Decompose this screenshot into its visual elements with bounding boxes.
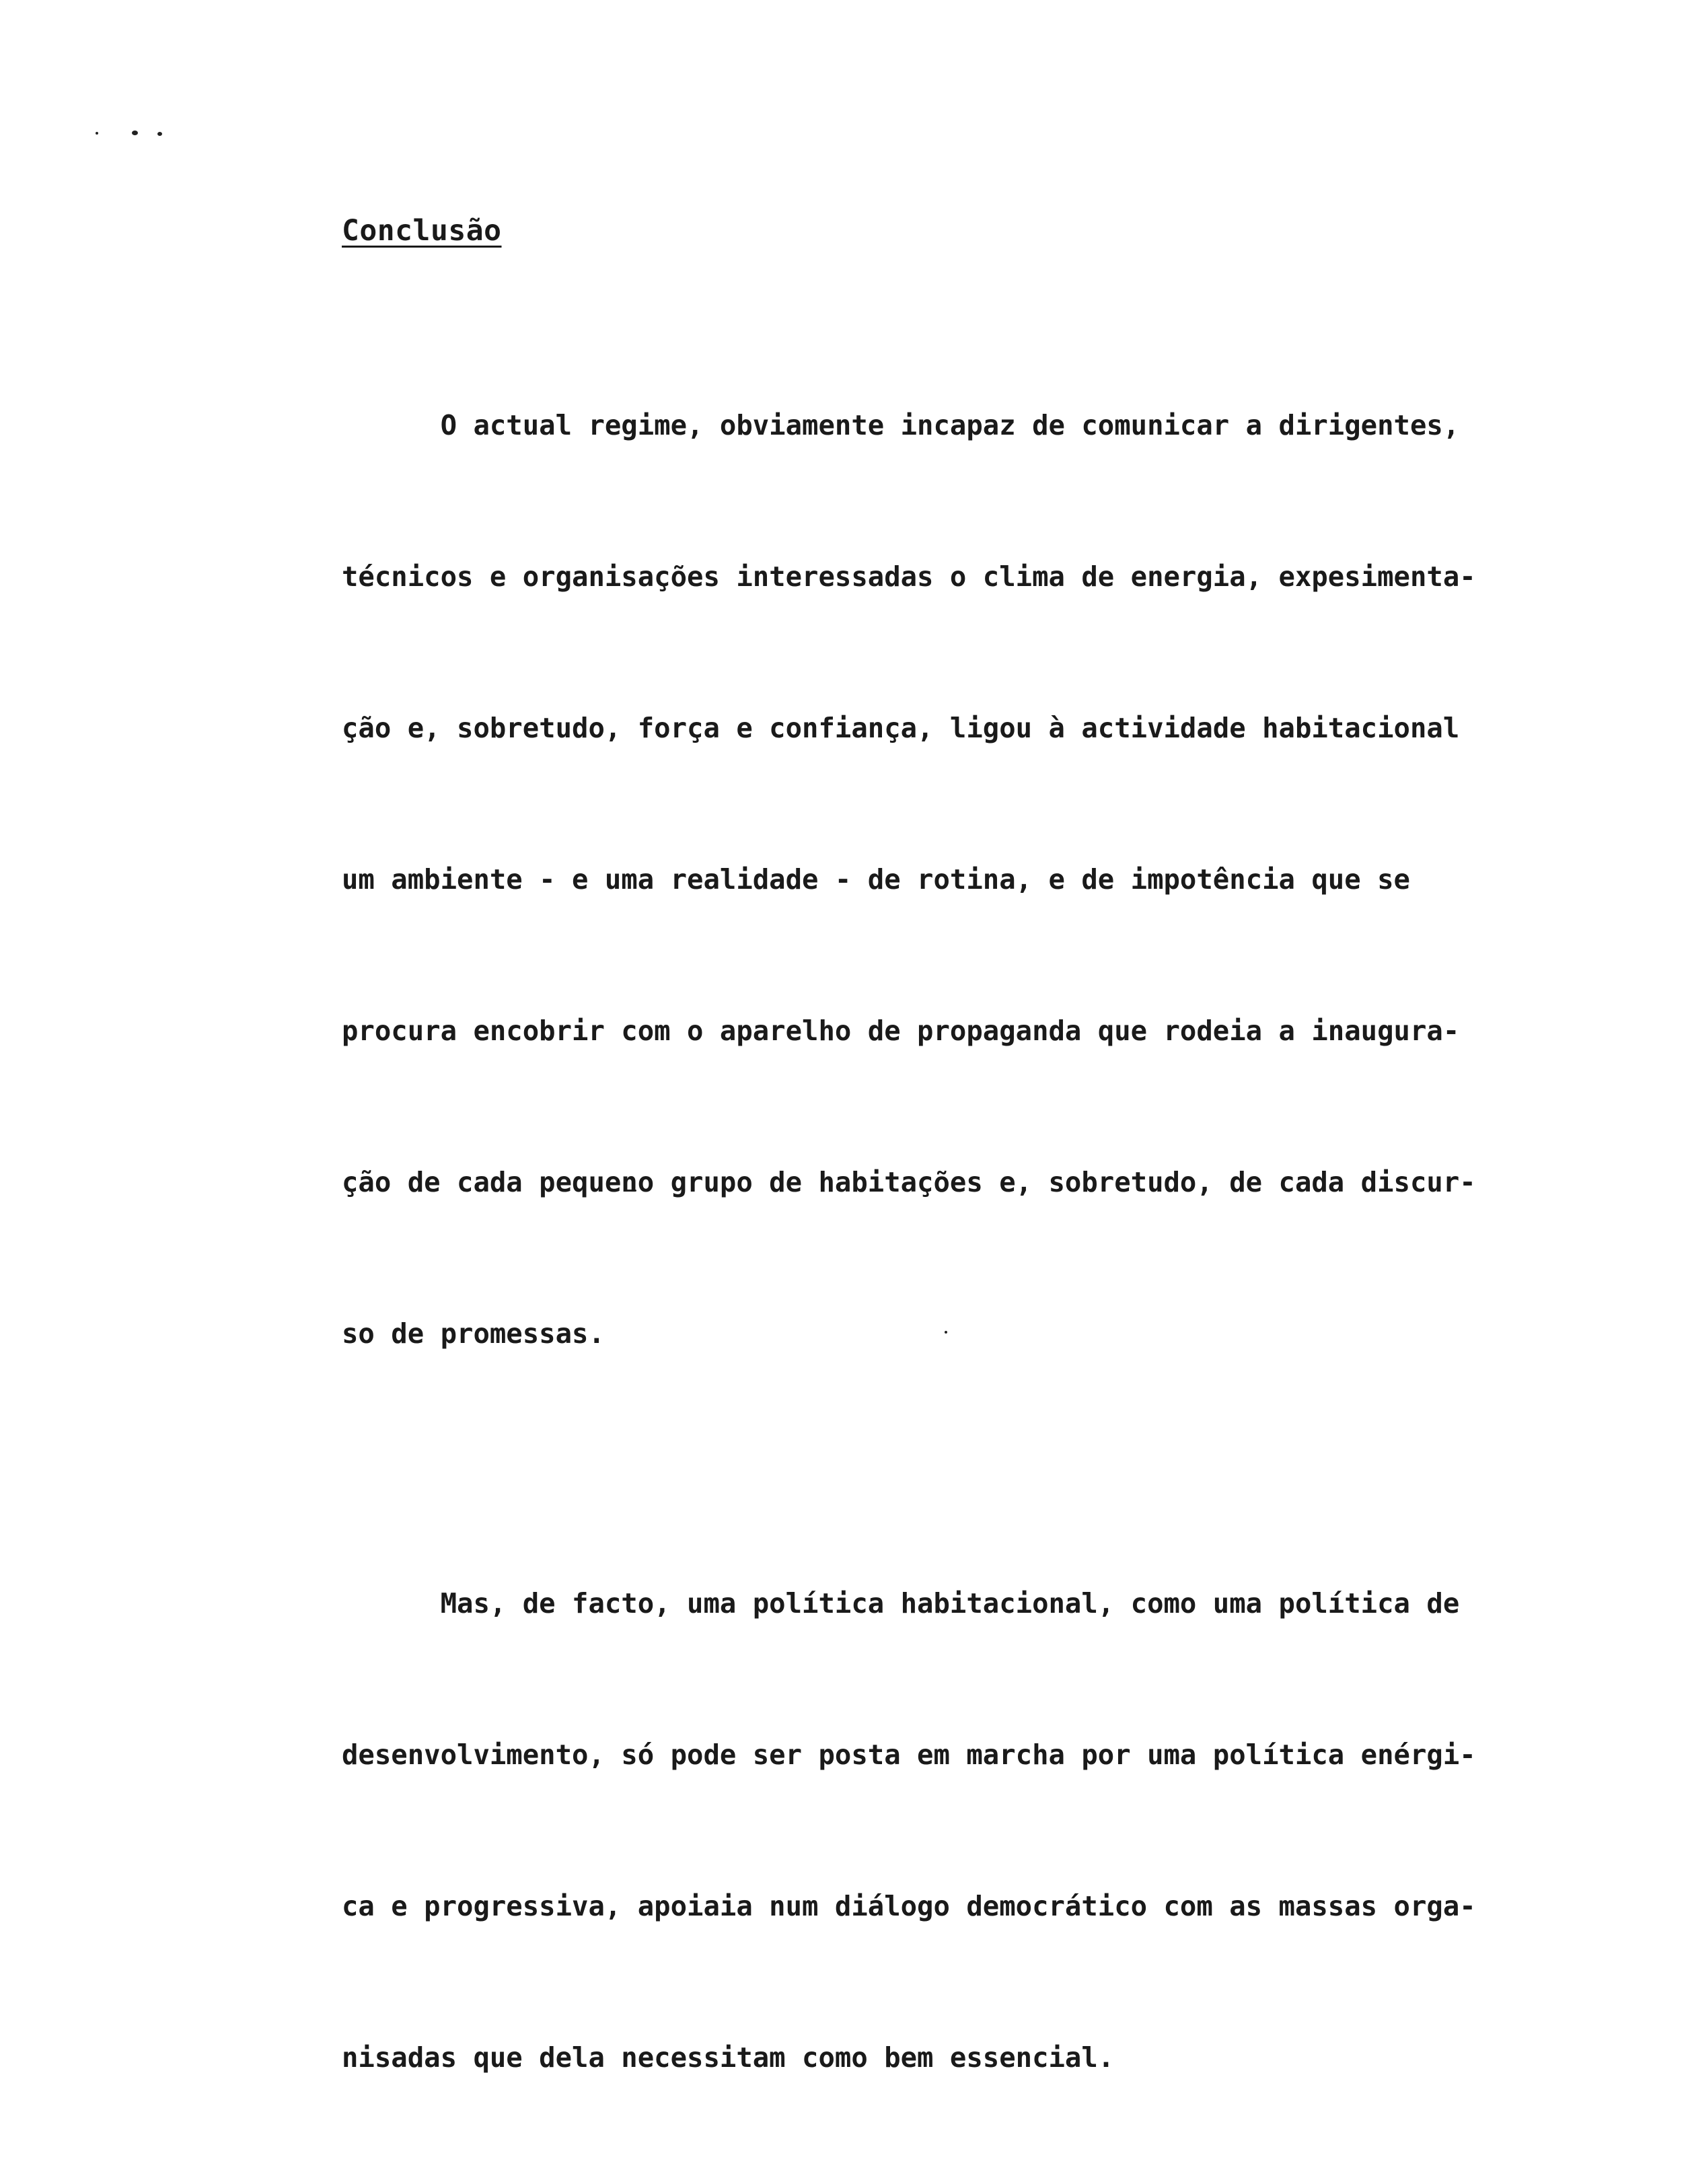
paragraph: [342, 1478, 1607, 2184]
scan-speck: [96, 132, 98, 135]
text-line: nisadas que dela necessitam como bem essencial.: [342, 2041, 1115, 2074]
text-line: O actual regime, obviamente incapaz de comunicar a dirigentes,: [342, 409, 1460, 441]
text-line: ção de cada pequeno grupo de habitações e, sobretudo, de cada discur-: [342, 1166, 1476, 1198]
text-line: um ambiente - e uma realidade - de rotina, e de impotência que se: [342, 863, 1410, 896]
text-line: Mas, de facto, uma política habitacional, como uma política de: [342, 1587, 1460, 1619]
page-heading: Conclusão: [342, 214, 502, 248]
text-line: so de promessas.: [342, 1317, 605, 1350]
paragraph: [342, 299, 1607, 1460]
text-line: ca e progressiva, apoiaia num diálogo democrático com as massas orga-: [342, 1890, 1476, 1922]
scan-speck: [132, 131, 138, 135]
text-line: técnicos e organisações interessadas o clima de energia, expesimenta-: [342, 560, 1476, 593]
text-line: ção e, sobretudo, força e confiança, ligou à actividade habitacional: [342, 712, 1460, 744]
text-line: desenvolvimento, só pode ser posta em marcha por uma política enérgi-: [342, 1739, 1476, 1771]
body-text: [342, 299, 1607, 2184]
scan-speck: [157, 132, 162, 136]
text-line: procura encobrir com o aparelho de propaganda que rodeia a inaugura-: [342, 1015, 1460, 1047]
